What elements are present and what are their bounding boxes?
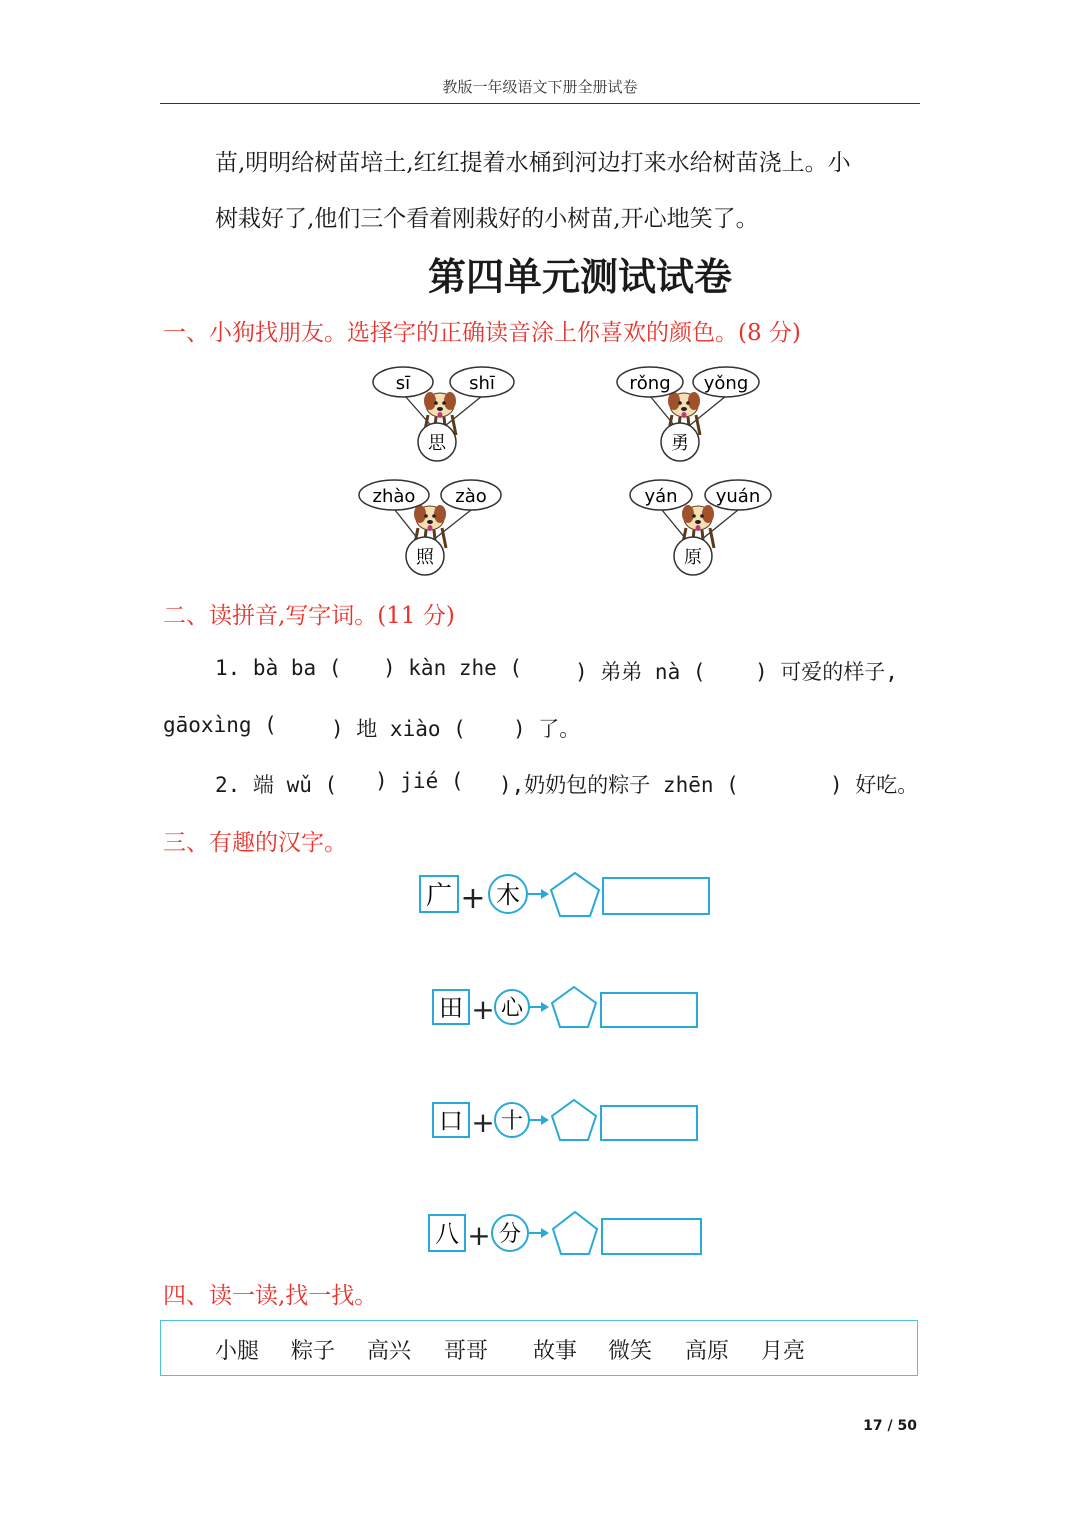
section-3-title: 三、有趣的汉字。 xyxy=(163,830,347,856)
svg-text:+: + xyxy=(467,1219,491,1252)
page-header: 教版一年级语文下册全册试卷 xyxy=(160,76,920,104)
combo-left-char: 田 xyxy=(439,994,463,1022)
pinyin-option-text: yǒng xyxy=(703,373,749,394)
passage-line-2: 树栽好了,他们三个看着刚栽好的小树苗,开心地笑了。 xyxy=(215,206,759,232)
q1b-part-1: gāoxìng ( xyxy=(163,713,277,737)
section-4-title: 四、读一读,找一找。 xyxy=(163,1283,378,1309)
combo-left-char: 口 xyxy=(439,1107,463,1135)
section-1-title: 一、小狗找朋友。选择字的正确读音涂上你喜欢的颜色。(8 分) xyxy=(163,320,801,346)
character-text: 照 xyxy=(416,547,434,568)
word-item: 高原 xyxy=(685,1339,730,1364)
svg-text:+: + xyxy=(471,993,495,1026)
svg-text:+: + xyxy=(471,1106,495,1139)
character-text: 思 xyxy=(428,433,446,454)
q1-part-2: ) kàn zhe ( xyxy=(383,656,523,680)
word-item: 故事 xyxy=(533,1339,578,1364)
combo-left-char: 八 xyxy=(435,1220,459,1248)
q2-part-1: 2. 端 wǔ ( xyxy=(215,773,338,797)
answer-pentagon[interactable] xyxy=(552,1100,596,1140)
combo-row-1 xyxy=(420,873,709,916)
passage-line-1: 苗,明明给树苗培土,红红提着水桶到河边打来水给树苗浇上。小 xyxy=(215,150,851,176)
combo-right-char: 心 xyxy=(500,996,524,1021)
answer-pentagon[interactable] xyxy=(552,987,596,1027)
question-1-line-2 xyxy=(163,713,623,743)
answer-box[interactable] xyxy=(601,1106,697,1140)
word-item: 微笑 xyxy=(608,1339,653,1364)
q1-part-4: ) 可爱的样子, xyxy=(755,660,898,684)
character-combination-diagram xyxy=(415,868,715,1260)
combo-left-char: 广 xyxy=(425,881,453,911)
combo-row-4 xyxy=(429,1212,701,1254)
question-2-line xyxy=(215,769,920,799)
q1-part-3: ) 弟弟 nà ( xyxy=(575,660,706,684)
dog-group-yong xyxy=(617,367,759,461)
word-item: 月亮 xyxy=(761,1339,806,1364)
q1b-part-2: ) 地 xiào ( xyxy=(331,717,466,741)
page-number: 17 / 50 xyxy=(863,1418,917,1434)
answer-pentagon[interactable] xyxy=(551,873,599,916)
dog-group-zhao xyxy=(359,480,501,575)
combo-right-char: 十 xyxy=(500,1109,524,1134)
q1b-part-3: ) 了。 xyxy=(513,717,581,741)
q2-part-4: ) 好吃。 xyxy=(830,773,919,797)
dog-group-si xyxy=(373,367,514,461)
word-item: 哥哥 xyxy=(444,1339,489,1364)
svg-text:+: + xyxy=(460,881,486,916)
pinyin-option-text: shī xyxy=(469,373,495,394)
section-2-title: 二、读拼音,写字词。(11 分) xyxy=(163,603,455,629)
dog-pinyin-diagram xyxy=(340,360,800,580)
pinyin-option-text: rǒng xyxy=(629,373,671,394)
pinyin-option-text: sī xyxy=(395,373,411,394)
pinyin-option-text: yán xyxy=(644,486,678,507)
q2-part-3: ),奶奶包的粽子 zhēn ( xyxy=(499,773,739,797)
answer-pentagon[interactable] xyxy=(553,1212,597,1254)
q1-part-1: 1. bà ba ( xyxy=(215,656,342,680)
character-text: 勇 xyxy=(671,433,689,454)
dog-group-yuan xyxy=(630,480,771,575)
word-item: 小腿 xyxy=(215,1339,260,1364)
combo-row-2 xyxy=(433,987,697,1027)
character-text: 原 xyxy=(684,547,702,568)
pinyin-option-text: yuán xyxy=(715,486,761,507)
combo-right-char: 木 xyxy=(496,881,520,909)
word-item: 高兴 xyxy=(367,1339,412,1364)
answer-box[interactable] xyxy=(602,1219,701,1254)
question-1-line-1 xyxy=(215,656,920,686)
answer-box[interactable] xyxy=(603,878,709,914)
pinyin-option-text: zhào xyxy=(372,486,416,507)
q2-part-2: ) jié ( xyxy=(375,769,464,793)
pinyin-option-text: zào xyxy=(455,486,487,507)
test-title: 第四单元测试试卷 xyxy=(427,255,732,299)
combo-right-char: 分 xyxy=(498,1222,522,1247)
word-item: 粽子 xyxy=(291,1339,336,1364)
answer-box[interactable] xyxy=(601,993,697,1027)
combo-row-3 xyxy=(433,1100,697,1140)
